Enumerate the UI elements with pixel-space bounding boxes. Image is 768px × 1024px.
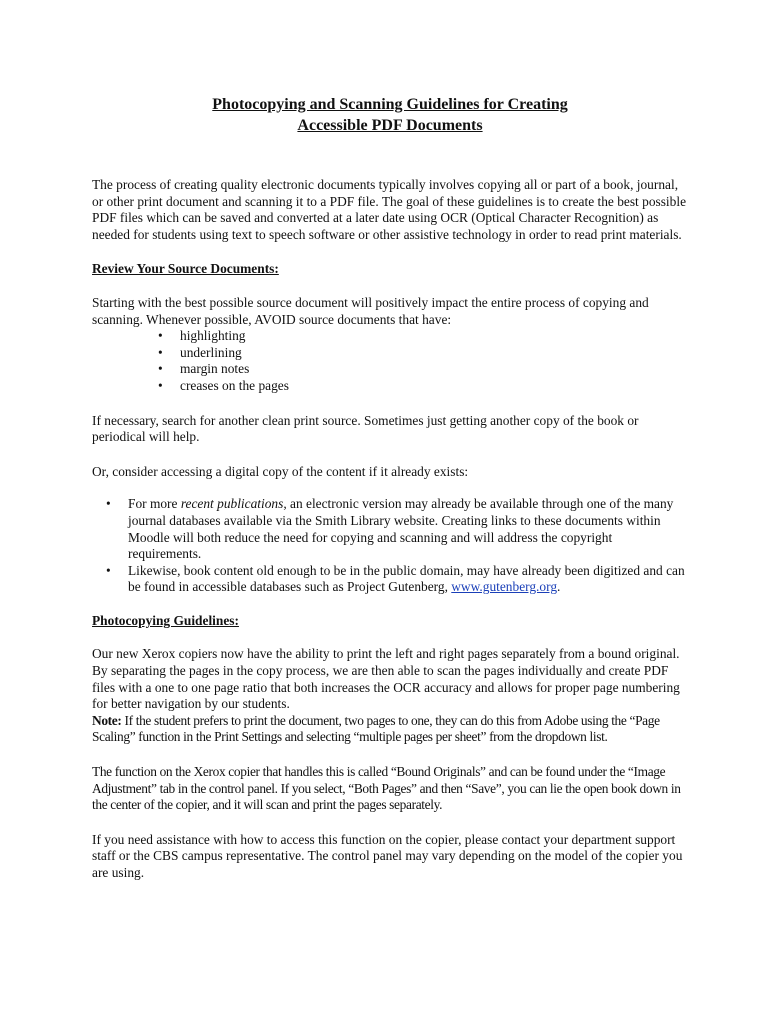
photocopying-heading: Photocopying Guidelines: — [92, 612, 239, 628]
bullet-text: Likewise, book content old enough to be in the public domain, may have already been digitized and can be found in accessible databases such as Project Gutenberg, — [128, 562, 685, 595]
list-item: • margin notes — [180, 361, 688, 378]
note-text: If the student prefers to print the document, two pages to one, they can do this from Adobe using the “Page Scaling” function in the Print Settings and selecting “multiple pages per sheet” from the dropdown list. — [92, 712, 660, 745]
list-item — [128, 496, 688, 562]
list-item — [128, 563, 688, 596]
bullet-text: . — [557, 579, 561, 595]
gutenberg-link[interactable]: www.gutenberg.org — [451, 579, 558, 595]
review-paragraph-2: If necessary, search for another clean print source. Sometimes just getting another copy of the book or periodical will help. — [92, 412, 639, 445]
review-heading: Review Your Source Documents: — [92, 261, 279, 277]
intro-paragraph: The process of creating quality electronic documents typically involves copying all or part of a book, journal, or other print document and scanning it to a PDF file. The goal of these guidelines is to create the best possible PDF files which can be saved and converted at a later date using OCR (Optical Character Recognition) as needed for students using text to speech software or other assistive technology in order to read print materials. — [92, 177, 687, 242]
photocopying-paragraph-3: If you need assistance with how to access this function on the copier, please contact your department support staff or the CBS campus representative. The control panel may vary depending on the model of the copier you are using. — [92, 831, 683, 880]
avoid-list — [92, 328, 688, 394]
bullet-text: , an electronic version may already be available through one of the many journal databases available via the Smith Library website. Creating links to these documents within Moodle will both reduce the need for copying and scanning and will address the copyright requirements. — [128, 496, 674, 562]
title-line-1: Photocopying and Scanning Guidelines for Creating — [212, 96, 568, 113]
bullet-text: For more — [128, 496, 181, 512]
digital-copy-list — [92, 496, 688, 596]
note-label: Note: — [92, 712, 122, 728]
list-item: • underlining — [180, 345, 688, 362]
list-item: • highlighting — [180, 328, 688, 345]
photocopying-paragraph-1: Our new Xerox copiers now have the ability to print the left and right pages separately from a bound original. By separating the pages in the copy process, we are then able to scan the pages individually and create PDF files with a one to one page ratio that both increases the OCR accuracy and allows for proper page numbering for better navigation by our students. — [92, 646, 680, 712]
review-paragraph-3: Or, consider accessing a digital copy of the content if it already exists: — [92, 463, 469, 479]
note-paragraph — [92, 713, 688, 746]
review-paragraph-1: Starting with the best possible source document will positively impact the entire process of copying and scanning. Whenever possible, AVOID source documents that have: — [92, 294, 649, 327]
photocopying-paragraph-2: The function on the Xerox copier that handles this is called “Bound Originals” and can be found under the “Image Adjustment” tab in the control panel. If you select, “Both Pages” and then “Save”, you can lie the open book down in the center of the copier, and it will scan and print the pages separately. — [92, 764, 681, 813]
emphasis-text: recent publications — [180, 496, 284, 512]
document-title — [92, 94, 688, 136]
list-item: • creases on the pages — [180, 378, 688, 395]
title-line-2: Accessible PDF Documents — [297, 117, 483, 134]
